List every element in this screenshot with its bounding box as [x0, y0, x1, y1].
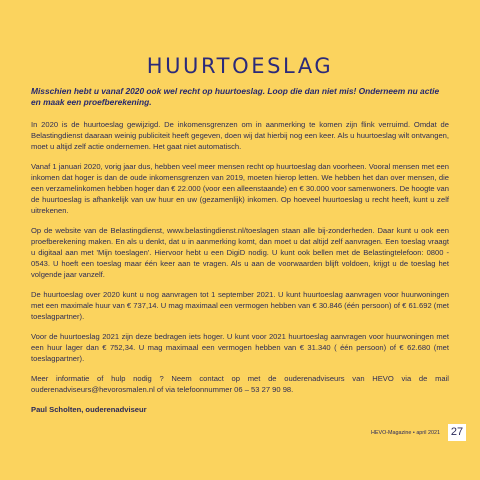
article-paragraph: In 2020 is de huurtoeslag gewijzigd. De inkomensgrenzen om in aanmerking te komen zijn flink verruimd. Omdat de Belastingdienst daaraan weinig publiciteit heeft gegeven, doen wij dat hierbij nog een keer. Als u huurtoeslag wilt ontvangen, moet u altijd zelf actie ondernemen. Het gaat niet automatisch.: [31, 120, 449, 151]
page-footer: [371, 424, 466, 441]
article-paragraph: Op de website van de Belastingdienst, www.belastingdienst.nl/toeslagen staan alle bij-zonderheden. Daar kunt u ook een proefberekening maken. En als u denkt, dat u in aanmerking komt, dan moet u dat altijd zelf aanvragen. Een toeslag vraagt u digitaal aan met 'Mijn toeslagen'. Hiervoor hebt u een DigiD nodig. U kunt ook bellen met de Belastingtelefoon: 0800 - 0543. U hoeft een toeslag maar één keer aan te vragen. Als u aan de voorwaarden blijft voldoen, krijgt u de toeslag het volgende jaar vanzelf.: [31, 226, 449, 279]
article-paragraph: Voor de huurtoeslag 2021 zijn deze bedragen iets hoger. U kunt voor 2021 huurtoeslag aanvragen voor huurwoningen met een huur lager dan € 752,34. U mag maximaal een vermogen hebben van € 31.340 ( één persoon) of € 62.680 (met toeslagpartner).: [31, 332, 449, 363]
article-paragraph: Vanaf 1 januari 2020, vorig jaar dus, hebben veel meer mensen recht op huurtoeslag dan voorheen. Vooral mensen met een inkomen dat hoger is dan de oude inkomensgrenzen van 2019, moeten hierop letten. We hebben het dan over mensen, die een verzamelinkomen hebben hoger dan € 22.000 (voor een alleenstaande) en € 30.000 voor samenwoners. De hoogte van de huurtoeslag is afhankelijk van uw huur en uw (gezamenlijk) inkomen. Op hoeveel huurtoeslag u recht heeft, kunt u zelf uitrekenen.: [31, 162, 449, 215]
article-paragraph: De huurtoeslag over 2020 kunt u nog aanvragen tot 1 september 2021. U kunt huurtoeslag aanvragen voor huurwoningen met een maximale huur van € 737,14. U mag maximaal een vermogen hebben van € 30.846 (één persoon) of € 61.692 (met toeslagpartner).: [31, 290, 449, 321]
article-paragraph: Meer informatie of hulp nodig ? Neem contact op met de ouderenadviseurs van HEVO via de mail ouderenadviseurs@hevorosmalen.nl of via telefoonnummer 06 – 53 27 90 98.: [31, 374, 449, 394]
article-intro: Misschien hebt u vanaf 2020 ook wel recht op huurtoeslag. Loop die dan niet mis! Onderneem nu actie en maak een proefberekening.: [31, 86, 440, 107]
article-body: [31, 86, 449, 415]
footer-publication: HEVO-Magazine • april 2021: [370, 429, 440, 436]
author-signature: Paul Scholten, ouderenadviseur: [31, 405, 147, 414]
page-number: 27: [448, 424, 466, 441]
page-title: HUURTOESLAG: [146, 54, 334, 79]
